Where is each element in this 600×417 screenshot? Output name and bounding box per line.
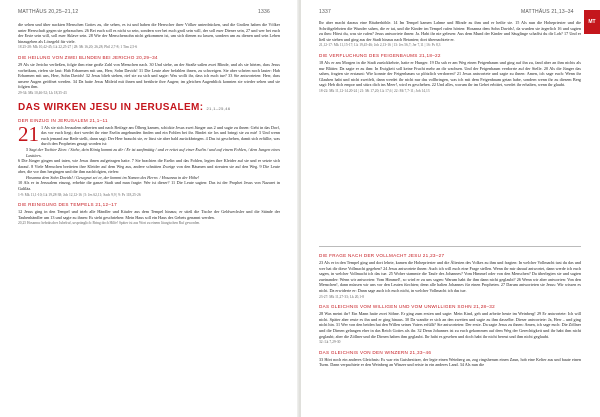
cross-reference-note: 20,25 Hosanna: hebräischer Jubelruf, ursprünglich: Bring doch Hilfe! Später ist aus Wort zu einem liturgischen Ruf geworden. bbox=[18, 221, 201, 226]
cross-reference-note: 23-27: Mk 11,27-33; Lk 20,1-8 bbox=[319, 294, 364, 299]
quoted-verse: 5 Sagt der Tochter Zion: / Siehe, dein König kommt zu dir / Er ist sanftmütig / und er reitet auf einer Eselin / und auf einem Fohlen, / dem Jungen eines Lasttiers. bbox=[26, 146, 280, 158]
right-page bbox=[301, 0, 600, 417]
chapter-start-paragraph bbox=[18, 121, 280, 147]
page-number: 1336 bbox=[258, 9, 270, 15]
section-divider bbox=[319, 246, 581, 247]
section-heading: DIE REINIGUNG DES TEMPELS 21,12–17 bbox=[18, 202, 117, 208]
chapter-section-title-text: DAS WIRKEN JESU IN JERUSALEM: bbox=[18, 101, 204, 113]
body-paragraph: 6 Die Jünger gingen und taten, wie Jesus ihnen aufgetragen hatte. 7 Sie brachten die Eselin und das Fohlen, legten ihre Kleider auf sie und er setzte sich darauf. 8 Viele Menschen breiteten ihre Kleider auf dem Weg aus, andere schnitten Zweige von den Bäumen und streuten sie auf den Weg. 9 Die Leute aber, die vor ihm hergingen und die ihm nachfolgten, riefen: bbox=[18, 158, 280, 175]
running-header: MATTHÄUS 21,13–34 bbox=[521, 9, 574, 15]
chapter-number: 21 bbox=[18, 121, 39, 146]
quoted-verse: Hosanna dem Sohn Davids! / Gesegnet sei er, der kommt im Namen des Herrn. / Hosanna in der Höhe! bbox=[26, 174, 200, 180]
body-paragraph: 12 Jesus ging in den Tempel und trieb alle Händler und Käufer aus dem Tempel hinaus; er stieß die Tische der Geldwechsler und die Stände der Taubenhändler um 13 und sagte zu ihnen: Es steht geschrieben: Mein Haus soll ein Haus des Gebets genannt werden. bbox=[18, 209, 280, 220]
section-heading: DIE FRAGE NACH DER VOLLMACHT JESU 21,23–27 bbox=[319, 253, 445, 258]
left-column bbox=[18, 22, 280, 407]
body-paragraph: 29 Als sie Jericho verließen, folgte ihm eine große Zahl von Menschen nach. 30 Und siehe, an der Straße saßen zwei Blinde, und als sie hörten, dass Jesus vorbeikam, riefen sie laut: Hab Erbarmen mit uns, Herr, Sohn Davids! 31 Die Leute aber befahlen ihnen, zu schweigen. Sie aber schrien noch lauter: Hab Erbarmen mit uns, Herr, Sohn Davids! 32 Jesus blieb stehen, rief sie zu sich und sagte: Was wollt ihr, dass ich euch tue? 33 Sie antworteten: Herr, dass unsere Augen geöffnet werden. 34 Da hatte Jesus Mitleid mit ihnen und berührte ihre Augen; im gleichen Augenblick konnten sie wieder sehen und sie folgten ihm. bbox=[18, 61, 280, 90]
page-number: 1337 bbox=[319, 9, 331, 15]
section-heading: DER EINZUG IN JERUSALEM 21,1–11 bbox=[18, 117, 108, 123]
body-paragraph: die sehen und über nackten Menschen Gottes zu, die sehen, es ist und haben die Herrscher ihrer Völker unterdrücken, und die Großen haben die Völker unter Herrschaft gegen sie gebrauchen. 26 Bei euch soll es nicht so sein, sondern wer bei euch groß sein will, der soll euer Diener sein, 27 und wer bei euch der Erste sein will, soll euer Sklave sein. 28 Wie der Menschensohn nicht gekommen ist, um sich dienen zu lassen, sondern um zu dienen und sein Leben hinzugeben als Lösegeld für viele. bbox=[18, 22, 280, 44]
cross-reference-note: 18.25-28: Mk 10,42-45; Lk 22,25-27 | 28: Mt 16,20; 26,28; Phil 2,7-8; 1 Tim 2,5-6 bbox=[18, 45, 138, 50]
left-page bbox=[0, 0, 299, 417]
body-paragraph: 33 Hört noch ein anderes Gleichnis: Es war ein Gutsbesitzer, der legte einen Weinberg an, zog ringsherum einen Zaun, hob eine Kelter aus und baute einen Turm. Dann verpachtete er den Weinberg an Winzer und reiste in ein anderes Land. 34 Als nun die bbox=[319, 356, 581, 368]
cross-reference-note: 18-22: Mk 11,12-14.20-24 | 21: Mt 17,20; Lk 17,6 | 22: Mt 7,7-11; Joh 14,13 bbox=[319, 88, 430, 93]
right-column-bottom bbox=[319, 248, 581, 413]
paragraph-text: 1 Als sie sich Jerusalem näherten und nach Betfage am Ölberg kamen, schickte Jesus zwei Jünger aus 2 und sagte zu ihnen: Geht in das Dorf, das vor euch liegt; dort werdet ihr eine Eselin angebunden finden und ein Fohlen bei ihr. Bindet sie los und bringt sie zu mir! 3 Und wenn euch jemand zur Rede stellt, dann sagt: Der Herr braucht sie, er lässt sie aber bald zurückbringen. 4 Das ist geschehen, damit sich erfüllte, was durch den Propheten gesagt worden ist: bbox=[41, 124, 280, 147]
right-column-top bbox=[319, 20, 581, 246]
cross-reference-note: 1-9: Mk 11,1-10; Lk 19,28-38; Joh 12,12-16 | 5: Jes 62,11; Sach 9,9 | 9: Ps 118,25-26 bbox=[18, 192, 141, 197]
body-paragraph: 23 Als er in den Tempel ging und dort lehrte, kamen die Hohepriester und die Ältesten des Volkes zu ihm und fragten: In welcher Vollmacht tust du das und wer hat dir diese Vollmacht gegeben? 24 Jesus antwortete ihnen: Auch ich will euch eine Frage stellen. Wenn ihr mir darauf antwortet, dann werde ich euch sagen, in welcher Vollmacht ich das tue. 25 Woher stammte die Taufe des Johannes? Vom Himmel oder von den Menschen? Da überlegten sie und sagten zueinander: Wenn wir antworten: Vom Himmel!, so wird er zu uns sagen: Warum habt ihr ihm dann nicht geglaubt? 26 Wenn wir aber antworten: Von den Menschen!, dann müssen wir uns vor den Leuten fürchten; denn alle halten Johannes für einen Propheten. 27 Darum antworteten sie Jesus: Wir wissen es nicht. Da erwiderte er: Dann sage auch ich euch nicht, in welcher Vollmacht ich das tue. bbox=[319, 260, 581, 293]
cross-reference-note: 29-34: Mk 10,46-52; Lk 18,35-43 bbox=[18, 90, 67, 95]
cross-reference-note: 32: Lk 7,29-30 bbox=[319, 340, 341, 345]
chapter-section-title bbox=[18, 102, 280, 113]
body-paragraph: 18 Als er am Morgen in die Stadt zurückkehrte, hatte er Hunger. 19 Da sah er am Weg einen Feigenbaum und ging auf ihn zu, fand aber an ihm nichts als nur Blätter. Da sagte er zu ihm: In Ewigkeit soll keine Frucht mehr an dir wachsen. Und der Feigenbaum verdorrte auf der Stelle. 20 Als die Jünger das sahen, fragten sie erstaunt: Wie konnte der Feigenbaum so plötzlich verdorren? 21 Jesus antwortete und sagte zu ihnen: Amen, ich sage euch: Wenn ihr Glauben habt und nicht zweifelt, dann werdet ihr nicht nur das vollbringen, was ich mit dem Feigenbaum getan habe, sondern wenn ihr zu diesem Berg sagt: Heb dich empor und stürz dich ins Meer!, wird es geschehen. 22 Und alles, worum ihr im Gebet erbittet, werdet ihr erhalten, wenn ihr glaubt. bbox=[319, 59, 581, 88]
chapter-section-range: 21,1–25,46 bbox=[206, 105, 231, 111]
body-paragraph: 10 Als er in Jerusalem einzog, erbebte die ganze Stadt und man fragte: Wer ist dieser? 11 Die Leute sagten: Das ist der Prophet Jesus von Nazaret in Galiläa. bbox=[18, 180, 280, 192]
running-header: MATTHÄUS 20,25–21,12 bbox=[18, 9, 79, 15]
section-heading: DAS GLEICHNIS VOM WILLIGEN UND VOM UNWILLIGEN SOHN 21,28–32 bbox=[319, 304, 495, 310]
body-paragraph: 28 Was meint ihr? Ein Mann hatte zwei Söhne. Er ging zum ersten und sagte: Mein Kind, geh und arbeite heute im Weinberg! 29 Er antwortete: Ich will nicht. Später aber reute es ihn und er ging hinaus. 30 Da wandte er sich an den zweiten und sagte zu ihm dasselbe. Dieser antwortete: Ja, Herr – und ging nicht hin. 31 Wer von den beiden hat den Willen seines Vaters erfüllt? Sie antworteten: Der erste. Da sagte Jesus zu ihnen: Amen, ich sage euch: Die Zöllner und die Dirnen gelangen eher in das Reich Gottes als ihr. 32 Denn Johannes ist zu euch gekommen auf dem Weg der Gerechtigkeit und ihr habt ihm nicht geglaubt; aber die Zöllner und die Dirnen haben ihm geglaubt. Ihr habt es gesehen und doch habt ihr nicht bereut und ihm nicht geglaubt. bbox=[319, 311, 581, 339]
book-tab-marker[interactable]: MT bbox=[584, 10, 600, 34]
section-heading: DAS GLEICHNIS VON DEN WINZERN 21,33–46 bbox=[319, 349, 432, 355]
body-paragraph: Ihr aber macht daraus eine Räuberhöhle. 14 Im Tempel kamen Lahme und Blinde zu ihm und er heilte sie. 15 Als nun die Hohepriester und die Schriftgelehrten die Wunder sahen, die er tat, und die Kinder im Tempel rufen hörten: Hosanna dem Sohn Davids!, da wurden sie ärgerlich 16 und sagten zu ihm: Hörst du, was sie rufen? Jesus antwortete ihnen: Ja. Habt ihr nie gelesen: Aus dem Mund der Kinder und Säuglinge schaffst du dir Lob? 17 Und er ließ sie stehen und ging aus der Stadt hinaus nach Betanien; dort übernachtete er. bbox=[319, 20, 581, 42]
section-heading: DIE HEILUNG VON ZWEI BLINDEN BEI JERICHO 20,29–34 bbox=[18, 54, 158, 60]
cross-reference-note: 21,12-17: Mk 11,15-17; Lk 19,45-46; Joh 2,13-16 | 13: Jes 56,7; Jer 7,11 | 16: Ps 8,3 bbox=[319, 43, 441, 48]
section-heading: DIE VERFLUCHUNG DES FEIGENBAUMS 21,18–22 bbox=[319, 52, 441, 58]
